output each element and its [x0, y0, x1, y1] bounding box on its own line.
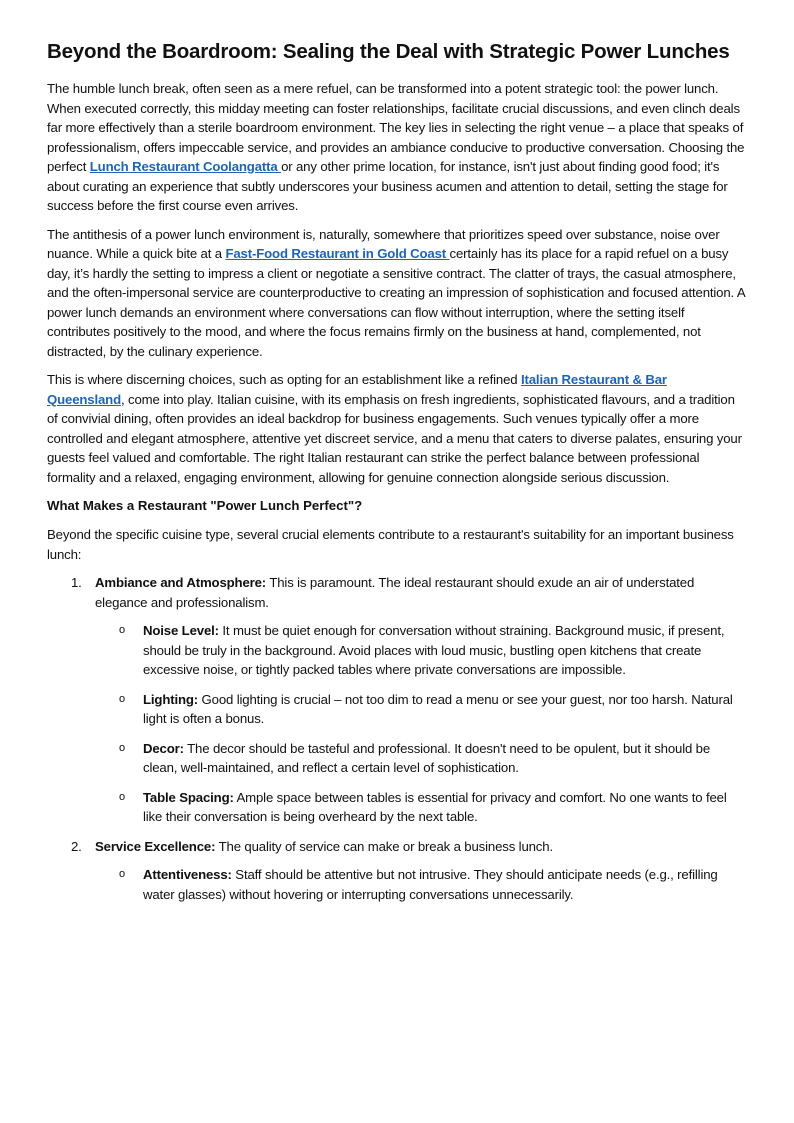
circle-bullet-icon: o	[119, 868, 125, 880]
circle-bullet-icon: o	[119, 624, 125, 636]
paragraph-elements: Beyond the specific cuisine type, several crucial elements contribute to a restaurant's suitability for an important business lunch:	[47, 527, 734, 562]
circle-bullet-icon: o	[119, 692, 125, 705]
circle-bullet-icon: o	[119, 741, 125, 754]
paragraph-italian: This is where discerning choices, such as opting for an establishment like a refined Italian Restaurant & Bar Queensland, come into play. Italian cuisine, with its emphasis on fresh ingredients, sophisticated flavours, and a tradition of convivial dining, often provides an ideal backdrop for business engagements. Such venues typically offer a more controlled and elegant atmosphere, attentive yet discreet service, and a menu that caters to diverse palates, ensuring your guests feel valued and comfortable. The right Italian restaurant can strike the perfect balance between professional formality and a relaxed, engaging environment, allowing for genuine connection alongside serious discussion.	[47, 372, 742, 485]
sublist-item-noise: o Noise Level: It must be quiet enough for conversation without straining. Background music, if present, should be truly in the background. Avoid places with loud music, bustling open kitchens that create excessive noise, or tightly packed tables where private conversations are impossible.	[119, 623, 725, 677]
link-fast-food-gold-coast[interactable]: Fast-Food Restaurant in Gold Coast	[225, 246, 450, 261]
sublist-item-decor: o Decor: The decor should be tasteful and professional. It doesn't need to be opulent, but it should be clean, well-maintained, and reflect a certain level of sophistication.	[119, 740, 711, 775]
document-page	[47, 38, 747, 914]
paragraph-fast-food: The antithesis of a power lunch environment is, naturally, somewhere that prioritizes speed over substance, noise over nuance. While a quick bite at a Fast-Food Restaurant in Gold Coast certainly has its place for a rapid refuel on a busy day, it’s hardly the setting to impress a client or negotiate a sensitive contract. The clatter of trays, the casual atmosphere, and the often-impersonal service are counterproductive to creating an impression of sophistication and focused attention. A power lunch demands an environment where conversations can flow without interruption, where the setting itself contributes positively to the mood, and where the focus remains firmly on the business at hand, complemented, not distracted, by the culinary experience.	[47, 226, 745, 359]
sublist-item-lighting: o Lighting: Good lighting is crucial – not too dim to read a menu or see your guest, nor too harsh. Natural light is often a bonus.	[119, 691, 733, 726]
sublist-ambiance	[47, 621, 747, 827]
list-number: 1.	[71, 575, 82, 590]
sublist-item-table-spacing: o Table Spacing: Ample space between tables is essential for privacy and comfort. No one wants to feel like their conversation is being overheard by the next table.	[119, 789, 727, 824]
circle-bullet-icon: o	[119, 790, 125, 803]
list-item-ambiance: 1. Ambiance and Atmosphere: This is paramount. The ideal restaurant should exude an air of understated elegance and professionalism.	[71, 575, 695, 610]
section-subheading: What Makes a Restaurant "Power Lunch Perfect"?	[47, 498, 363, 513]
link-lunch-restaurant-coolangatta[interactable]: Lunch Restaurant Coolangatta	[89, 159, 282, 174]
list-number: 2.	[71, 838, 82, 854]
paragraph-intro: The humble lunch break, often seen as a mere refuel, can be transformed into a potent strategic tool: the power lunch. When executed correctly, this midday meeting can foster relationships, facilitate crucial discussions, and even clinch deals far more effectively than a sterile boardroom environment. The key lies in selecting the right venue – a place that speaks of professionalism, offers impeccable service, and provides an ambiance conducive to productive conversation. Choosing the perfect Lunch Restaurant Coolangatta or any other prime location, for instance, isn't just about finding good food; it's about curating an experience that subtly underscores your business acumen and attention to detail, setting the stage for success before the first course even arrives.	[47, 81, 745, 213]
article-title: Beyond the Boardroom: Sealing the Deal with Strategic Power Lunches	[47, 40, 730, 63]
sublist-service	[47, 865, 747, 904]
list-item-service: 2. Service Excellence: The quality of service can make or break a business lunch.	[47, 837, 747, 857]
link-italian-restaurant-queensland[interactable]: Italian Restaurant & Bar Queensland	[47, 372, 667, 407]
sublist-item-attentiveness: o Attentiveness: Staff should be attentive but not intrusive. They should anticipate needs (e.g., refilling water glasses) without hovering or interrupting conversations unnecessarily.	[119, 867, 718, 902]
